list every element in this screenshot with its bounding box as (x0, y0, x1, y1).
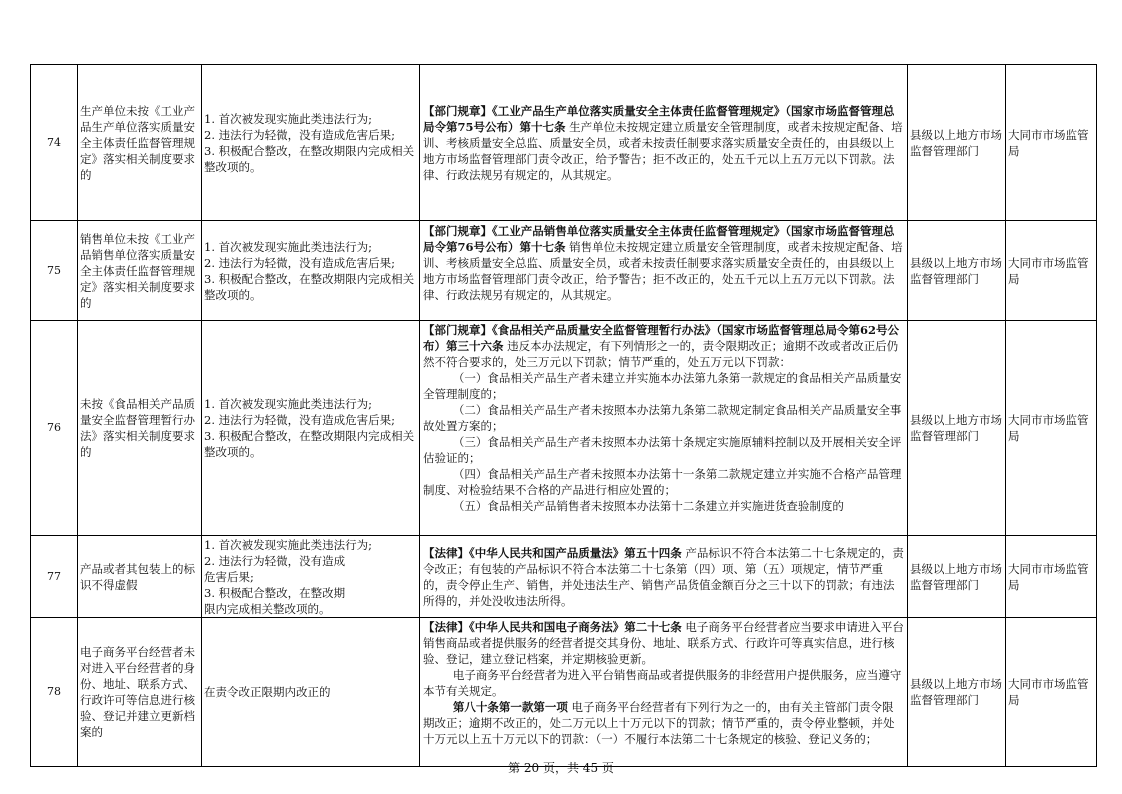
authority-cell: 县级以上地方市场监督管理部门 (908, 65, 1006, 221)
table-row (31, 221, 1097, 321)
row-number: 78 (31, 618, 78, 767)
legal-basis-cell: 【部门规章】《食品相关产品质量安全监督管理暂行办法》（国家市场监督管理总局令第62号公布）第三十六条 违反本办法规定，有下列情形之一的，责令限期改正；逾期不改或者改正后仍然不符合要求的，处三万元以下罚款；情节严重的，处五万元以下罚款： （一）食品相关产品生产者未建立并实施本办法第九条第一款规定的食品相关产品质量安全管理制度的； （二）食品相关产品生产者未按照本办法第九条第二款规定制定食品相关产品质量安全事故处置方案的； （三）食品相关产品生产者未按照本办法第十条规定实施原辅料控制以及开展相关安全评估验证的； （四）食品相关产品生产者未按照本办法第十一条第二款规定建立并实施不合格产品管理制度、对检验结果不合格的产品进行相应处置的； （五）食品相关产品销售者未按照本办法第十二条建立并实施进货查验制度的 (420, 321, 908, 536)
basis-item: （三）食品相关产品生产者未按照本办法第十条规定实施原辅料控制以及开展相关安全评估验证的； (423, 435, 902, 465)
authority-cell: 县级以上地方市场监督管理部门 (908, 618, 1006, 767)
basis-item: （一）食品相关产品生产者未建立并实施本办法第九条第一款规定的食品相关产品质量安全管理制度的； (423, 371, 902, 401)
conditions-cell: 1. 首次被发现实施此类违法行为; 2. 违法行为轻微，没有造成危害后果; 3. 积极配合整改，在整改期限内完成相关整改项的。 (202, 221, 420, 321)
row-number: 74 (31, 65, 78, 221)
table-row (31, 321, 1097, 536)
basis-item: （四）食品相关产品生产者未按照本办法第十一条第二款规定建立并实施不合格产品管理制度、对检验结果不合格的产品进行相应处置的； (423, 467, 902, 497)
executor-cell: 大同市市场监管局 (1006, 221, 1097, 321)
conditions-cell: 1. 首次被发现实施此类违法行为; 2. 违法行为轻微，没有造成危害后果; 3. 积极配合整改，在整改期限内完成相关整改项的。 (202, 321, 420, 536)
table-row (31, 536, 1097, 618)
violation-cell: 产品或者其包装上的标识不得虚假 (78, 536, 202, 618)
row-number: 77 (31, 536, 78, 618)
legal-basis-cell: 【部门规章】《工业产品销售单位落实质量安全主体责任监督管理规定》（国家市场监督管理总局令第76号公布）第十七条 销售单位未按规定建立质量安全管理制度，或者未按规定配备、培训、考核质量安全总监、质量安全员，或者未按责任制要求落实质量安全责任的，由县级以上地方市场监督管理部门责令改正，给予警告；拒不改正的，处五千元以上五万元以下罚款。法律、行政法规另有规定的，从其规定。 (420, 221, 908, 321)
table-row (31, 618, 1097, 767)
authority-cell: 县级以上地方市场监督管理部门 (908, 321, 1006, 536)
basis-item: （五）食品相关产品销售者未按照本办法第十二条建立并实施进货查验制度的 (452, 499, 844, 513)
conditions-cell: 在责令改正限期内改正的 (202, 618, 420, 767)
violation-cell: 生产单位未按《工业产品生产单位落实质量安全主体责任监督管理规定》落实相关制度要求的 (78, 65, 202, 221)
conditions-cell: 1. 首次被发现实施此类违法行为; 2. 违法行为轻微，没有造成 危害后果; 3. 积极配合整改，在整改期 限内完成相关整改项的。 (202, 536, 420, 618)
executor-cell: 大同市市场监管局 (1006, 65, 1097, 221)
penalty-exemption-table (30, 64, 1097, 767)
legal-basis-cell: 【法律】《中华人民共和国电子商务法》第二十七条 电子商务平台经营者应当要求申请进入平台销售商品或者提供服务的经营者提交其身份、地址、联系方式、行政许可等真实信息，进行核验、登记，建立登记档案，并定期核验更新。 电子商务平台经营者为进入平台销售商品或者提供服务的非经营用户提供服务，应当遵守本节有关规定。 第八十条第一款第一项 电子商务平台经营者有下列行为之一的，由有关主管部门责令限期改正；逾期不改正的，处二万元以上十万元以下的罚款；情节严重的，责令停业整顿，并处十万元以上五十万元以下的罚款：（一）不履行本法第二十七条规定的核验、登记义务的； (420, 618, 908, 767)
table-row (31, 65, 1097, 221)
violation-cell: 未按《食品相关产品质量安全监督管理暂行办法》落实相关制度要求的 (78, 321, 202, 536)
legal-basis-cell: 【法律】《中华人民共和国产品质量法》第五十四条 产品标识不符合本法第二十七条规定的，责令改正；有包装的产品标识不符合本法第二十七条第（四）项、第（五）项规定，情节严重的，责令停止生产、销售，并处违法生产、销售产品货值金额百分之三十以下的罚款；有违法所得的，并处没收违法所得。 (420, 536, 908, 618)
executor-cell: 大同市市场监管局 (1006, 618, 1097, 767)
legal-basis-cell: 【部门规章】《工业产品生产单位落实质量安全主体责任监督管理规定》（国家市场监督管理总局令第75号公布）第十七条 生产单位未按规定建立质量安全管理制度，或者未按规定配备、培训、考核质量安全总监、质量安全员，或者未按责任制要求落实质量安全责任的，由县级以上地方市场监督管理部门责令改正，给予警告；拒不改正的，处五千元以上五万元以下罚款。法律、行政法规另有规定的，从其规定。 (420, 65, 908, 221)
page-footer: 第 20 页，共 45 页 (508, 761, 614, 775)
conditions-cell: 1. 首次被发现实施此类违法行为; 2. 违法行为轻微，没有造成危害后果; 3. 积极配合整改，在整改期限内完成相关整改项的。 (202, 65, 420, 221)
authority-cell: 县级以上地方市场监督管理部门 (908, 536, 1006, 618)
executor-cell: 大同市市场监管局 (1006, 321, 1097, 536)
executor-cell: 大同市市场监管局 (1006, 536, 1097, 618)
violation-cell: 电子商务平台经营者未对进入平台经营者的身份、地址、联系方式、行政许可等信息进行核验、登记并建立更新档案的 (78, 618, 202, 767)
violation-cell: 销售单位未按《工业产品销售单位落实质量安全主体责任监督管理规定》落实相关制度要求的 (78, 221, 202, 321)
row-number: 75 (31, 221, 78, 321)
row-number: 76 (31, 321, 78, 536)
authority-cell: 县级以上地方市场监督管理部门 (908, 221, 1006, 321)
basis-item: （二）食品相关产品生产者未按照本办法第九条第二款规定制定食品相关产品质量安全事故处置方案的； (423, 403, 902, 433)
